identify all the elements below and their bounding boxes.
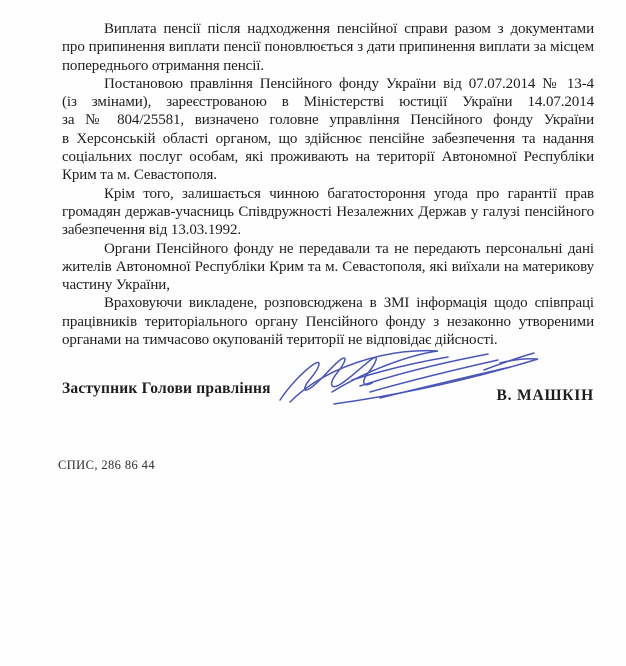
- text-line: попереднього отримання пенсії.: [62, 57, 264, 74]
- text-line: жителів Автономної Республіки Крим та м. Севастополя, які виїхали на материкову: [62, 258, 594, 275]
- text-line: про припинення виплати пенсії поновлюється з дати припинення виплати за місцем: [62, 39, 594, 56]
- text-line: Органи Пенсійного фонду не передавали та не передають персональні дані: [104, 240, 594, 257]
- signatory-name: В. МАШКІН: [496, 387, 594, 404]
- text-line: соціальних послуг особам, які проживають на території Автономної Республіки: [62, 149, 594, 166]
- text-line: (із змінами), зареєстрованою в Міністерстві юстиції України 14.07.2014: [62, 94, 594, 111]
- text-line: в Херсонській області органом, що здійснює пенсійне забезпечення та надання: [62, 130, 594, 147]
- text-line: за № 804/25581, визначено головне управління Пенсійного фонду України: [62, 112, 594, 129]
- document-body: [62, 20, 594, 349]
- footer-reference: СПИС, 286 86 44: [58, 458, 155, 472]
- text-line: частину України,: [62, 277, 170, 294]
- text-line: Постановою правління Пенсійного фонду України від 07.07.2014 № 13-4: [104, 75, 594, 92]
- text-line: Крім того, залишається чинною багатостороння угода про гарантії прав: [104, 185, 594, 202]
- signature-block: [62, 380, 594, 414]
- text-line: працівників територіального органу Пенсійного фонду з незаконно утвореними: [62, 313, 594, 330]
- text-line: громадян держав-учасниць Співдружності Незалежних Держав у галузі пенсійного: [62, 203, 594, 220]
- text-line: Крим та м. Севастополя.: [62, 167, 217, 184]
- text-line: Враховуючи викладене, розповсюджена в ЗМІ інформація щодо співпраці: [104, 295, 594, 312]
- text-line: органами на тимчасово окупованій території не відповідає дійсності.: [62, 332, 498, 349]
- signatory-title: Заступник Голови правління: [62, 380, 271, 397]
- text-line: забезпечення від 13.03.1992.: [62, 222, 242, 239]
- text-line: Виплата пенсії після надходження пенсійної справи разом з документами: [104, 21, 594, 37]
